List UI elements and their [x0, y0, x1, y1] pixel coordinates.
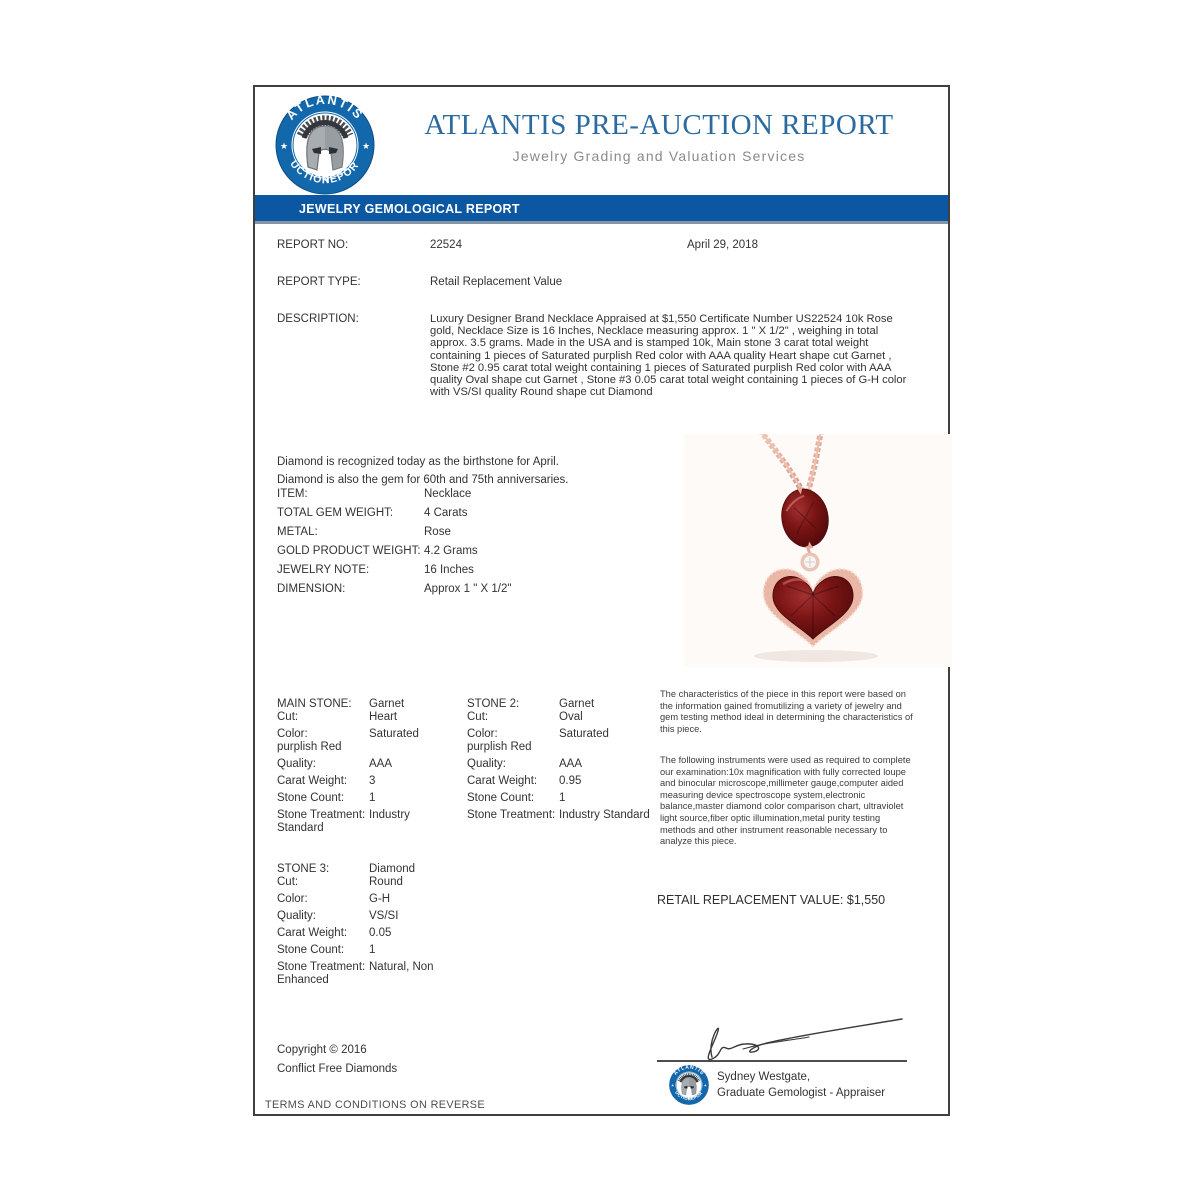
report-no-label: REPORT NO: [277, 239, 349, 251]
stone-row [277, 893, 477, 906]
necklace-photo [684, 434, 952, 667]
item-row [277, 583, 511, 602]
item-label: TOTAL GEM WEIGHT: [277, 507, 394, 519]
stone-label: Stone Count: [277, 944, 345, 956]
stone-row [277, 775, 457, 788]
item-label: ITEM: [277, 488, 308, 500]
stone-label: STONE 2: [467, 698, 520, 710]
stone-value: Garnet [559, 698, 595, 710]
stone-row [467, 775, 652, 788]
stone-value: Heart [369, 711, 398, 723]
page-title: ATLANTIS PRE-AUCTION REPORT [424, 109, 894, 141]
conflict-free-text: Conflict Free Diamonds [277, 1063, 398, 1075]
item-row [277, 507, 511, 526]
item-value: 16 Inches [424, 564, 474, 576]
stone-value: 0.95 [559, 775, 582, 787]
stone-value: Natural, Non Enhanced [277, 961, 434, 986]
birthstone-note-line2: Diamond is also the gem for 60th and 75th anniversaries. [277, 474, 569, 486]
item-label: JEWELRY NOTE: [277, 564, 370, 576]
stone-value: 3 [369, 775, 376, 787]
stone-row [277, 758, 457, 771]
description-label: DESCRIPTION: [277, 313, 359, 325]
seal-logo [669, 1065, 709, 1105]
signature [657, 1015, 907, 1060]
stone-value: 1 [559, 792, 566, 804]
item-value: 4 Carats [424, 507, 468, 519]
stone-label: Stone Treatment: [277, 961, 366, 973]
stone-row [467, 809, 652, 822]
stone-row [277, 809, 457, 835]
stone-value: G-H [369, 893, 391, 905]
stone-label: Quality: [277, 910, 316, 922]
terms-text: TERMS AND CONDITIONS ON REVERSE [265, 1099, 485, 1111]
item-row [277, 564, 511, 583]
item-label: DIMENSION: [277, 583, 346, 595]
stone-row [467, 711, 652, 724]
stone-row [277, 910, 477, 923]
item-row [277, 526, 511, 545]
stone-label: Cut: [467, 711, 489, 723]
stone-value: Garnet [369, 698, 405, 710]
stone-row [467, 758, 652, 771]
stone-row [277, 876, 477, 889]
stone-label: Carat Weight: [277, 927, 348, 939]
stone-value: Oval [559, 711, 583, 723]
stone-row [277, 961, 477, 987]
round-diamond-stone [801, 553, 820, 572]
stone-row [277, 944, 477, 957]
stone-label: Color: [467, 728, 498, 740]
report-type-value: Retail Replacement Value [430, 276, 563, 288]
report-banner [255, 195, 948, 224]
main-stone-section [277, 698, 457, 835]
stone-value: Saturated purplish Red [277, 728, 419, 753]
item-label: GOLD PRODUCT WEIGHT: [277, 545, 421, 557]
header-title-block [383, 109, 935, 164]
item-value: Necklace [424, 488, 472, 500]
stone-label: Carat Weight: [277, 775, 348, 787]
methodology-paragraph: The characteristics of the piece in this report were based on the information gained fromutilizing a variety of jewelry and gem testing method ideal in determining the characteristics of this piece. [660, 689, 913, 734]
stone-value: Round [369, 876, 403, 888]
item-row [277, 545, 511, 564]
stone-label: Stone Count: [467, 792, 535, 804]
stone-label: MAIN STONE: [277, 698, 352, 710]
stone-row [277, 863, 477, 876]
stone-value: Industry Standard [277, 809, 410, 834]
report-type-label: REPORT TYPE: [277, 276, 361, 288]
stone-label: Quality: [277, 758, 316, 770]
atlantis-logo [275, 95, 375, 195]
stone-value: AAA [369, 758, 393, 770]
stone-label: Quality: [467, 758, 506, 770]
item-label: METAL: [277, 526, 318, 538]
stone-label: Stone Treatment: [467, 809, 556, 821]
stone-label: Color: [277, 728, 308, 740]
item-value: Rose [424, 526, 451, 538]
instruments-paragraph: The following instruments were used as required to complete our examination:10x magnification with fully corrected loupe and binocular microscope,millimeter gauge,computer aided measuring device spectroscope system,electronic balance,master diamond color comparison chart, ultraviolet light source,fiber optic illumination,metal purity testing methods and other instrument reasonable necessary to analyze this piece. [660, 755, 911, 847]
appraisal-document [253, 85, 950, 1116]
stone-value: 1 [369, 792, 376, 804]
signer-title: Graduate Gemologist - Appraiser [717, 1087, 886, 1099]
description-text: Luxury Designer Brand Necklace Appraised at $1,550 Certificate Number US22524 10k Rose gold, Necklace Size is 16 Inches, Necklace measuring approx. 1 " X 1/2" , weighing in total approx. 3.5 grams. Made in the USA and is stamped 10k, Main stone 3 carat total weight containing 1 pieces of Saturated purplish Red color with AAA quality Heart shape cut Garnet , Stone #2 0.95 carat total weight containing 1 pieces of Saturated purplish Red color with AAA quality Oval shape cut Garnet , Stone #3 0.05 carat total weight containing 1 pieces of G-H color with VS/SI quality Round shape cut Diamond [430, 313, 907, 399]
item-value: Approx 1 " X 1/2" [424, 583, 512, 595]
birthstone-note-line1: Diamond is recognized today as the birthstone for April. [277, 456, 559, 468]
item-row [277, 488, 511, 507]
retail-value-label: RETAIL REPLACEMENT VALUE: [657, 893, 844, 907]
stone-value: AAA [559, 758, 583, 770]
stone-label: Stone Treatment: [277, 809, 366, 821]
stone-label: STONE 3: [277, 863, 330, 875]
stone-value: Diamond [369, 863, 416, 875]
signer-block [717, 1069, 885, 1101]
birthstone-note [277, 453, 569, 489]
stone-label: Carat Weight: [467, 775, 538, 787]
stone-value: Saturated purplish Red [467, 728, 609, 753]
stone-row [467, 792, 652, 805]
report-date: April 29, 2018 [687, 239, 758, 251]
retail-value-amount: $1,550 [846, 893, 886, 907]
stone-label: Color: [277, 893, 308, 905]
stone-value: 0.05 [369, 927, 392, 939]
page-subtitle: Jewelry Grading and Valuation Services [512, 148, 806, 164]
stone-row [277, 792, 457, 805]
stone-row [467, 698, 652, 711]
signer-name: Sydney Westgate, [717, 1071, 811, 1083]
stone3-section [277, 863, 477, 987]
stone-label: Stone Count: [277, 792, 345, 804]
copyright-text: Copyright © 2016 [277, 1044, 367, 1056]
stone-row [277, 728, 457, 754]
signature-line [657, 1060, 907, 1062]
report-no-value: 22524 [430, 239, 462, 251]
stone-row [277, 698, 457, 711]
stone-value: VS/SI [369, 910, 399, 922]
stone-label: Cut: [277, 876, 299, 888]
stone-row [277, 711, 457, 724]
stone-row [467, 728, 652, 754]
item-details-table [277, 488, 511, 602]
item-value: 4.2 Grams [424, 545, 478, 557]
stone2-section [467, 698, 652, 822]
stone-value: 1 [369, 944, 376, 956]
stone-row [277, 927, 477, 940]
retail-replacement-value [657, 893, 885, 907]
banner-label: JEWELRY GEMOLOGICAL REPORT [299, 202, 520, 216]
stone-label: Cut: [277, 711, 299, 723]
stone-value: Industry Standard [559, 809, 650, 821]
